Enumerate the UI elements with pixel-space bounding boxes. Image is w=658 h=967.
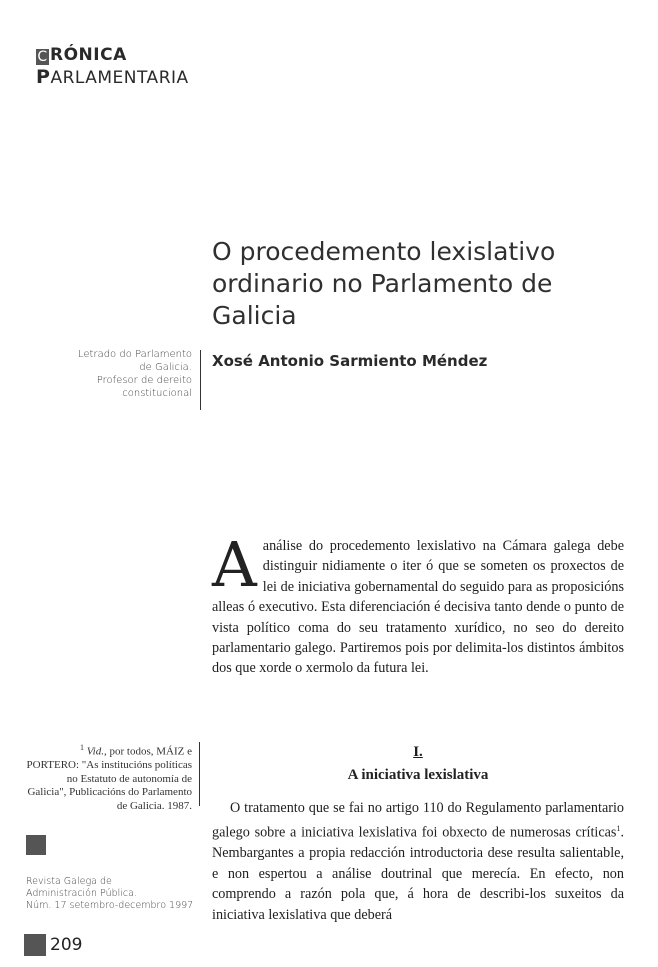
body-paragraph <box>212 798 624 925</box>
drop-cap: A <box>212 528 257 601</box>
intro-paragraph <box>212 528 624 679</box>
section-title: A iniciativa lexislativa <box>347 767 489 783</box>
page-number: 209 <box>50 935 83 955</box>
journal-line: Administración Pública. <box>26 888 137 899</box>
affiliation-line: de Galicia. <box>139 362 192 373</box>
subsection-name <box>36 66 189 89</box>
affiliation-line: Profesor de dereito <box>96 375 192 386</box>
affiliation-divider <box>200 350 201 410</box>
section-name-rest: RÓNICA <box>50 45 127 65</box>
intro-text: análise do procedemento lexislativo na Cámara galega debe distinguir nidiamente o iter ó que se someten os proxectos de lei de iniciativa gobernamental do seguido para as proposicións alleas ó executivo. Esta diferenciación é decisiva tanto dende o punto de vista político coma do seu tratamento xurídico, no seo do dereito parlamentario galego. Partiremos pois por delimita-los distintos ámbitos dos que xorde o xermolo da futura lei. <box>212 538 624 677</box>
footnote-marker: 1 <box>80 743 85 752</box>
subsection-name-rest: ARLAMENTARIA <box>50 68 189 88</box>
subsection-initial: P <box>36 66 51 88</box>
body-text-part-2: . Nembargantes a propia redacción introductoria dese resulta salientable, e non espertou a análise doutrinal que merecía. En efecto, non comprendo a razón pola que, á hora de describi-los suxeitos da iniciativa lexislativa que deberá <box>212 824 624 923</box>
footnote-divider <box>199 742 200 806</box>
body-text-part-1: O tratamento que se fai no artigo 110 do Regulamento parlamentario galego sobre a iniciativa lexislativa foi obxecto de numerosas críticas <box>212 800 624 841</box>
journal-line: Núm. 17 setembro-decembro 1997 <box>26 900 194 911</box>
section-name <box>36 44 189 66</box>
affiliation-line: constitucional <box>122 388 192 399</box>
journal-marker-square <box>26 835 46 855</box>
footnote-vid: Vid. <box>86 745 104 758</box>
section-initial: C <box>37 49 48 65</box>
journal-info <box>26 876 206 912</box>
footnote <box>26 741 192 814</box>
page-marker-square <box>24 934 46 956</box>
section-number: I. <box>413 744 423 760</box>
body-footnote-ref: 1 <box>616 823 621 833</box>
title-line-1: O procedemento lexislativo <box>212 237 556 266</box>
author-affiliation <box>60 348 192 400</box>
footnote-text: , por todos, MÁIZ e PORTERO: "As institucións políticas no Estatuto de autonomía de Galicia", Publicacións do Parlamento de Galicia. 1987. <box>26 745 192 813</box>
article-title <box>212 236 632 332</box>
affiliation-line: Letrado do Parlamento <box>78 349 192 360</box>
journal-line: Revista Galega de <box>26 876 112 887</box>
title-line-2: ordinario no Parlamento de Galicia <box>212 269 553 330</box>
section-header <box>36 44 189 89</box>
author-name: Xosé Antonio Sarmiento Méndez <box>212 352 488 370</box>
